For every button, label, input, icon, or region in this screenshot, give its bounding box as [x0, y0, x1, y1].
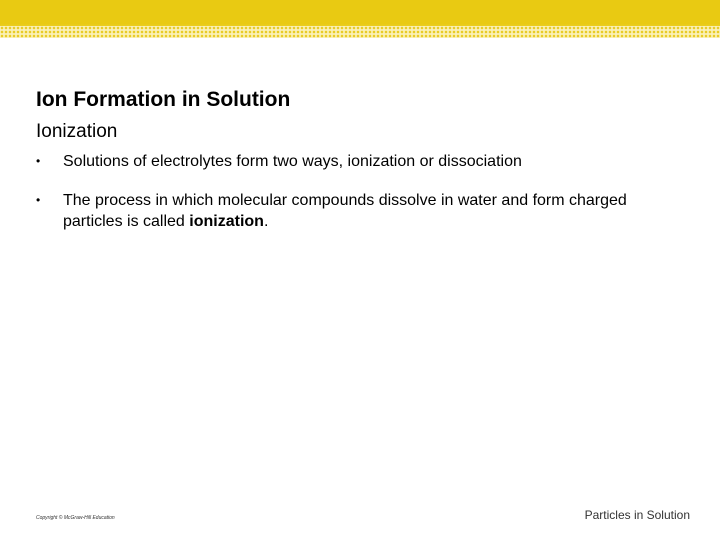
bullet-item [36, 151, 676, 172]
bullet-marker: • [36, 193, 41, 207]
bullet-text: Solutions of electrolytes form two ways, ionization or dissociation [63, 153, 522, 170]
slide-title: Ion Formation in Solution [36, 88, 291, 111]
bullet-text-tail: . [263, 213, 269, 230]
footer-copyright: Copyright © McGraw-Hill Education [36, 515, 115, 521]
bullet-emphasis-term: ionization [189, 213, 264, 230]
footer-section-label: Particles in Solution [584, 508, 690, 522]
bullet-marker: • [36, 154, 41, 168]
slide-subtitle: Ionization [36, 121, 118, 142]
top-accent-band [0, 0, 720, 38]
bullet-text-lead: The process in which molecular compounds dissolve in water and form charged particles is called [63, 192, 627, 230]
bullet-item [36, 190, 676, 232]
bullet-list [36, 151, 676, 250]
